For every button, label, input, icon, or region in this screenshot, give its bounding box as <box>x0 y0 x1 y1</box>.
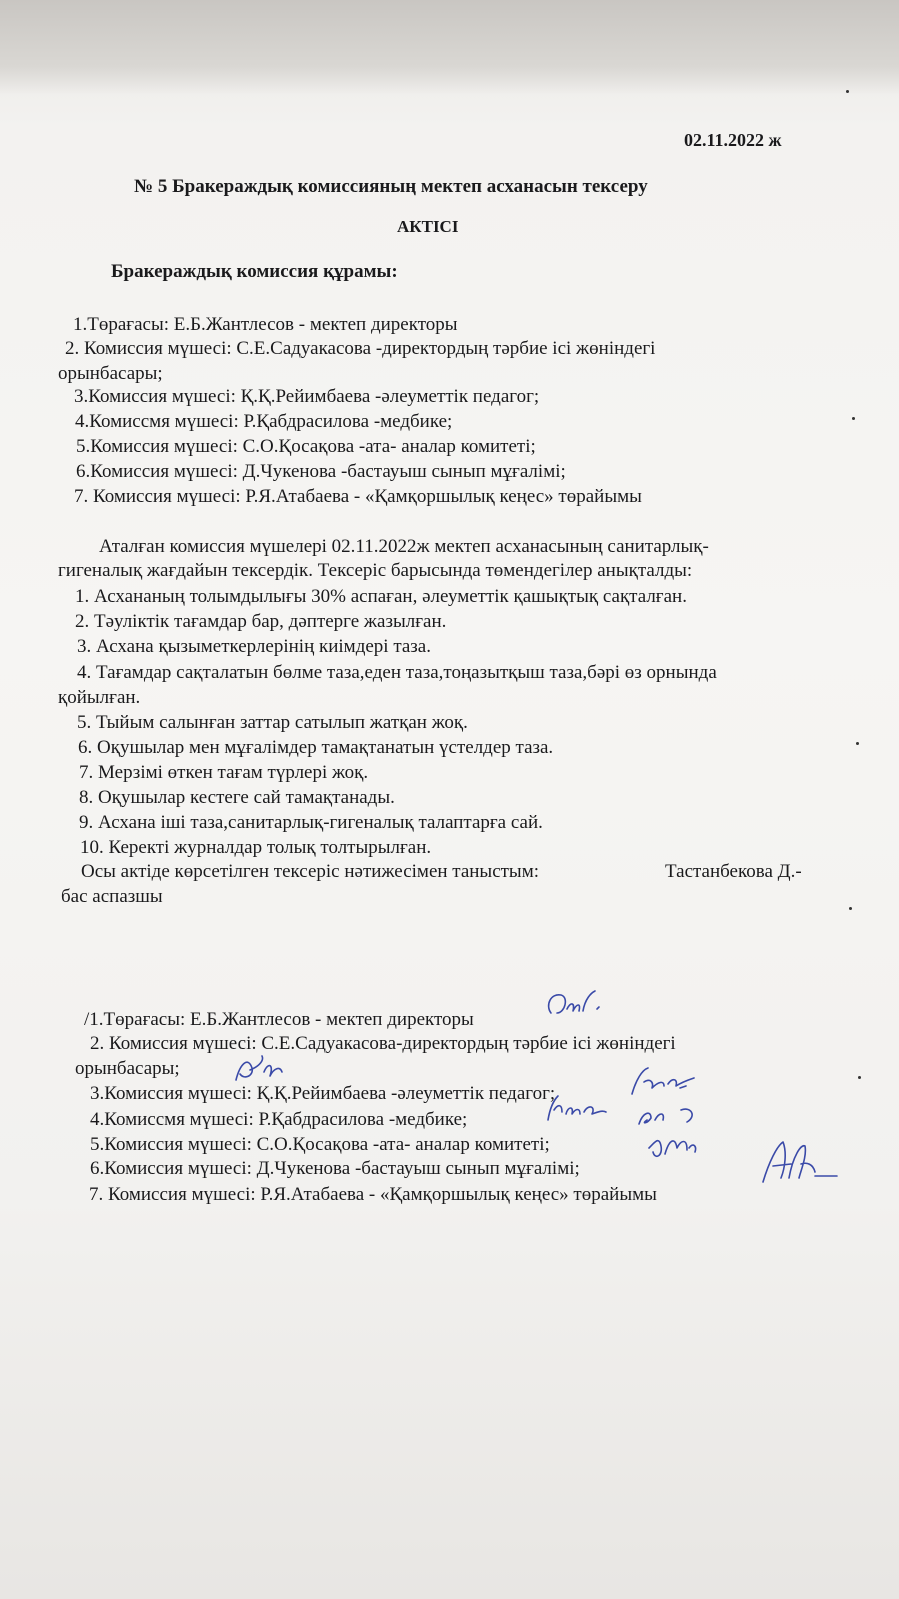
member-line: 6.Комиссия мүшесі: Д.Чукенова -бастауыш сынып мұғалімі; <box>76 461 566 482</box>
signatory-line: 6.Комиссия мүшесі: Д.Чукенова -бастауыш сынып мұғалімі; <box>90 1158 580 1179</box>
document-subtitle: АКТІСІ <box>397 217 459 236</box>
finding-line: 5. Тыйым салынған заттар сатылып жатқан жоқ. <box>77 712 468 733</box>
acknowledged-by: Тастанбекова Д.- <box>665 861 802 882</box>
paper-speck <box>856 742 859 745</box>
signature-member-5-6 <box>625 1102 725 1182</box>
signature-member-4 <box>540 1090 620 1126</box>
finding-line: 4. Тағамдар сақталатын бөлме таза,еден таза,тоңазытқыш таза,бәрі өз орнында <box>77 662 717 683</box>
paper-speck <box>858 1076 861 1079</box>
composition-heading: Бракераждық комиссия құрамы: <box>111 261 398 282</box>
member-line: 4.Комиссмя мүшесі: Р.Қабдрасилова -медбике; <box>75 411 453 432</box>
acknowledgement-text: Осы актіде көрсетілген тексеріс нәтижесімен таныстым: <box>81 861 540 882</box>
paper-speck <box>852 417 855 420</box>
signatory-line: 4.Комиссмя мүшесі: Р.Қабдрасилова -медбике; <box>90 1109 468 1130</box>
member-line: 5.Комиссия мүшесі: С.О.Қосақова -ата- аналар комитеті; <box>76 436 536 457</box>
finding-line: 3. Асхана қызыметкерлерінің киімдері таза. <box>77 636 431 657</box>
finding-line: 7. Мерзімі өткен тағам түрлері жоқ. <box>79 762 369 783</box>
member-line: 3.Комиссия мүшесі: Қ.Қ.Рейимбаева -әлеуметтік педагог; <box>74 386 540 407</box>
signatory-line: /1.Төрағасы: Е.Б.Жантлесов - мектеп директоры <box>84 1009 474 1030</box>
signatory-line: 3.Комиссия мүшесі: Қ.Қ.Рейимбаева -әлеуметтік педагог; <box>90 1083 556 1104</box>
signatory-line: 2. Комиссия мүшесі: С.Е.Садуакасова-директордың тәрбие ісі жөніндегі <box>90 1033 676 1054</box>
finding-line: 10. Керекті журналдар толық толтырылған. <box>80 837 432 858</box>
finding-line: 8. Оқушылар кестеге сай тамақтанады. <box>79 787 395 808</box>
signature-member-7 <box>755 1132 845 1192</box>
signature-member-3 <box>620 1060 710 1100</box>
member-line: 7. Комиссия мүшесі: Р.Я.Атабаева - «Қамқоршылық кеңес» төрайымы <box>74 486 642 507</box>
signatory-line: орынбасары; <box>75 1058 180 1079</box>
signatory-line: 5.Комиссия мүшесі: С.О.Қосақова -ата- аналар комитеті; <box>90 1134 550 1155</box>
finding-line: қойылған. <box>58 687 141 708</box>
member-line: орынбасары; <box>58 363 163 384</box>
signatory-line: 7. Комиссия мүшесі: Р.Я.Атабаева - «Қамқоршылық кеңес» төрайымы <box>89 1184 657 1205</box>
member-line: 1.Төрағасы: Е.Б.Жантлесов - мектеп директоры <box>73 314 458 335</box>
intro-line: гигеналық жағдайын тексердік. Тексеріс барысында төмендегілер анықталды: <box>58 560 693 581</box>
paper-speck <box>846 90 849 93</box>
document-title: № 5 Бракераждық комиссияның мектеп асханасын тексеру <box>134 176 648 197</box>
finding-line: 6. Оқушылар мен мұғалімдер тамақтанатын үстелдер таза. <box>78 737 554 758</box>
acknowledged-role: бас аспазшы <box>61 886 163 907</box>
finding-line: 9. Асхана іші таза,санитарлық-гигеналық талаптарға сай. <box>79 812 543 833</box>
intro-line: Аталған комиссия мүшелері 02.11.2022ж мектеп асханасының санитарлық- <box>99 536 709 557</box>
document-date: 02.11.2022 ж <box>684 130 782 150</box>
signature-member-2 <box>230 1050 300 1090</box>
paper-speck <box>849 907 852 910</box>
finding-line: 1. Асхананың толымдылығы 30% аспаған, әлеуметтік қашықтық сақталған. <box>75 586 687 607</box>
page-top-shadow <box>0 0 899 95</box>
finding-line: 2. Тәуліктік тағамдар бар, дәптерге жазылған. <box>75 611 447 632</box>
member-line: 2. Комиссия мүшесі: С.Е.Садуакасова -директордың тәрбие ісі жөніндегі <box>65 338 656 359</box>
signature-chairman <box>543 985 623 1025</box>
